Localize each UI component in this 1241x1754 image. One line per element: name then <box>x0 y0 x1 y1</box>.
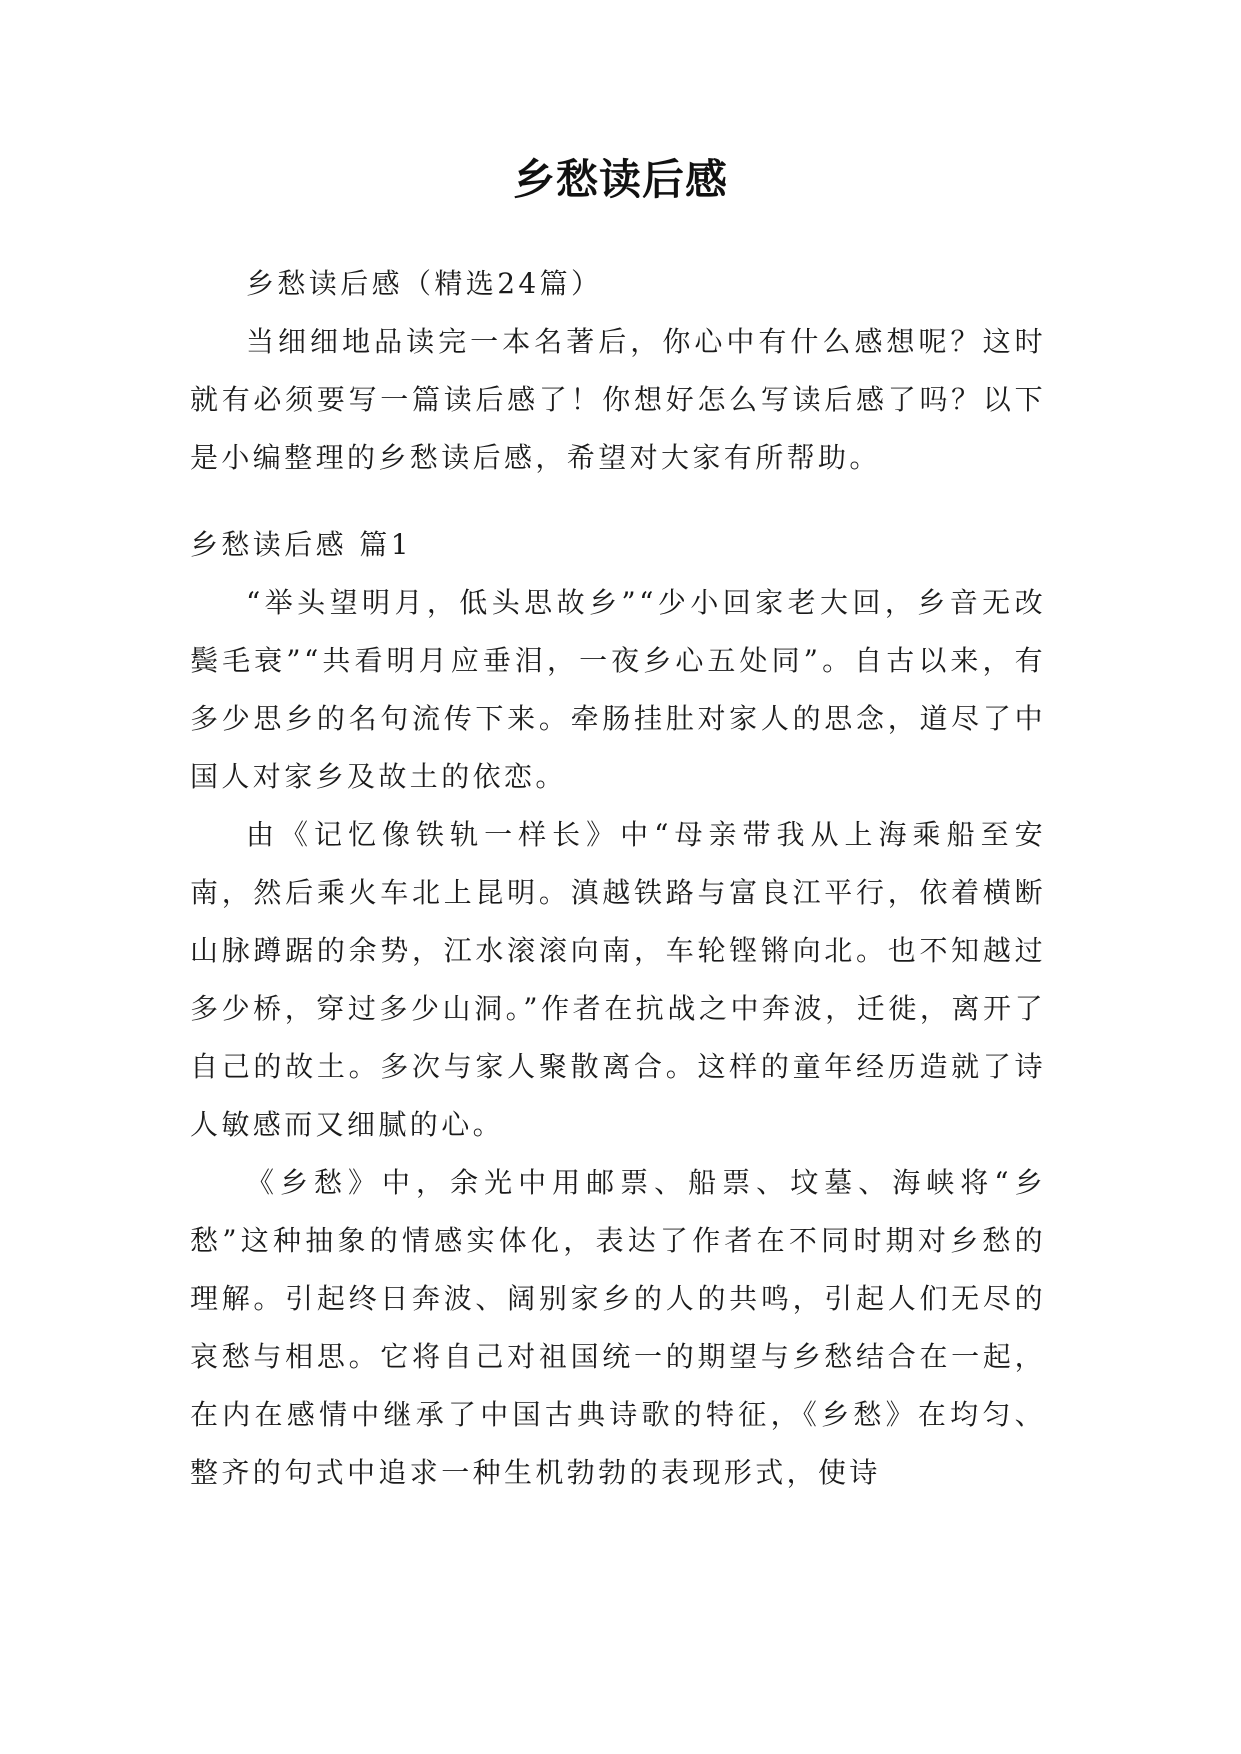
intro-block <box>190 255 1046 487</box>
document-title: 乡愁读后感 <box>512 155 728 204</box>
intro-paragraph: 当细细地品读完一本名著后，你心中有什么感想呢？这时就有必须要写一篇读后感了！你想好怎么写读后感了吗？以下是小编整理的乡愁读后感，希望对大家有所帮助。 <box>190 325 1046 474</box>
body-paragraph-2: 由《记忆像铁轨一样长》中“母亲带我从上海乘船至安南，然后乘火车北上昆明。滇越铁路与富良江平行，依着横断山脉蹲踞的余势，江水滚滚向南，车轮铿锵向北。也不知越过多少桥，穿过多少山洞。”作者在抗战之中奔波，迁徙，离开了自己的故土。多次与家人聚散离合。这样的童年经历造就了诗人敏感而又细腻的心。 <box>190 818 1046 1141</box>
section-heading: 乡愁读后感 篇1 <box>190 528 412 561</box>
section-1-block <box>190 516 1046 1502</box>
body-paragraph-3: 《乡愁》中，余光中用邮票、船票、坟墓、海峡将“乡愁”这种抽象的情感实体化，表达了作者在不同时期对乡愁的理解。引起终日奔波、阔别家乡的人的共鸣，引起人们无尽的哀愁与相思。它将自己对祖国统一的期望与乡愁结合在一起，在内在感情中继承了中国古典诗歌的特征，《乡愁》在均匀、整齐的句式中追求一种生机勃勃的表现形式，使诗 <box>190 1166 1046 1489</box>
body-paragraph-1: “举头望明月，低头思故乡”“少小回家老大回，乡音无改鬓毛衰”“共看明月应垂泪，一夜乡心五处同”。自古以来，有多少思乡的名句流传下来。牵肠挂肚对家人的思念，道尽了中国人对家乡及故土的依恋。 <box>190 586 1046 793</box>
document-subtitle: 乡愁读后感（精选24篇） <box>246 267 603 300</box>
